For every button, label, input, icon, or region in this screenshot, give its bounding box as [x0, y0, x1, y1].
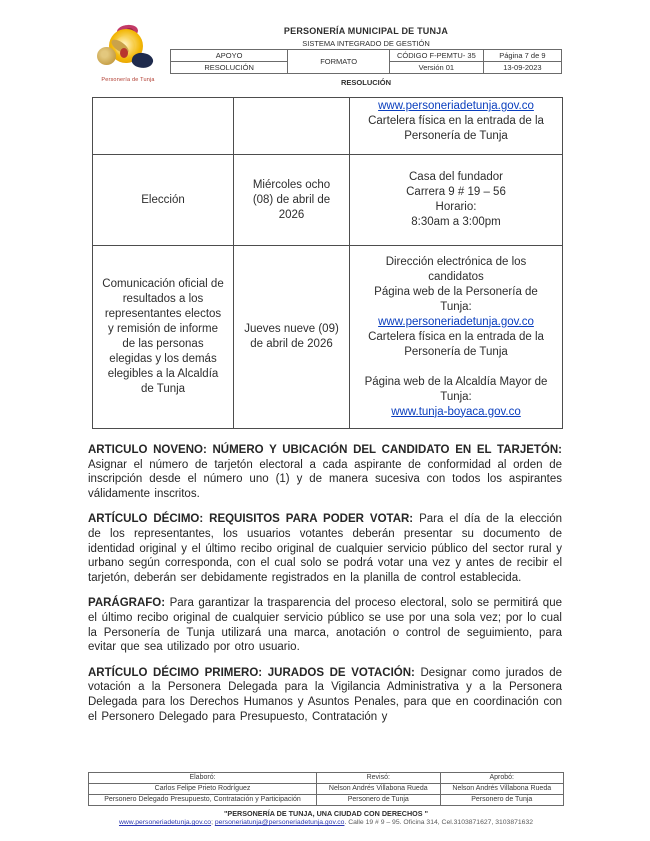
header-cell-fecha: 13-09-2023 [483, 62, 561, 74]
website-link[interactable]: www.personeriadetunja.gov.co [378, 315, 534, 328]
aprobo-name: Nelson Andrés Villabona Rueda [440, 784, 564, 795]
document-type-label: RESOLUCIÓN [340, 78, 391, 87]
separator: ; [211, 819, 215, 826]
place-line: Dirección electrónica de los candidatos [385, 255, 527, 283]
address-rest: . Calle 19 # 9 – 95. Oficina 314, Cel.3103871627, 3103871632 [344, 819, 534, 826]
alcaldia-website-link[interactable]: www.tunja-boyaca.gov.co [391, 405, 521, 418]
header-cell-codigo: CÓDIGO F-PEMTU- 35 [389, 50, 483, 62]
activity-cell: Elección [93, 155, 234, 246]
reviso-title: Personero de Tunja [317, 795, 441, 806]
header-right [170, 26, 562, 87]
logo-shape-navy [130, 51, 154, 71]
header-table [170, 49, 562, 74]
system-subtitle: SISTEMA INTEGRADO DE GESTIÓN [302, 39, 430, 48]
article-body: Designar como jurados de votación a la Personera Delegada para la Vigilancia Administrativa y a la Personera Delegada para los Derechos Humanos y Asuntos Penales, para que en coordinación con el Personero Delegado para Presupuesto, Contratación y [88, 666, 562, 723]
schedule-table [92, 97, 563, 429]
personeria-tunja-logo-icon [94, 26, 160, 74]
place-cell [350, 155, 563, 246]
place-line: 8:30am a 3:00pm [411, 216, 501, 228]
table-row [89, 773, 564, 784]
place-line: Cartelera física en la entrada de la Personería de Tunja [368, 330, 544, 358]
footer-email-link[interactable]: personeriatunja@personeriadetunja.gov.co [214, 819, 345, 826]
article-decimo-primero [88, 666, 562, 724]
address-line [88, 819, 564, 826]
header-cell-version: Versión 01 [389, 62, 483, 74]
header-cell-formato: FORMATO [288, 50, 390, 74]
table-row [93, 246, 563, 429]
logo-block [92, 26, 170, 87]
page-header [0, 0, 650, 87]
place-line: Página web de la Alcaldía Mayor de Tunja: [364, 375, 548, 403]
activity-cell: Comunicación oficial de resultados a los representantes electos y remisión de informe de las personas elegidas y los demás elegibles a la Alcaldía de Tunja [93, 246, 234, 429]
reviso-name: Nelson Andrés Villabona Rueda [317, 784, 441, 795]
article-body: Asignar el número de tarjetón electoral a cada aspirante de conformidad al orden de inscripción desde el número uno (1) y de manera sucesiva con todos los aspirantes válidamente inscritos. [88, 458, 562, 500]
articles-section [88, 443, 562, 724]
date-cell [234, 98, 350, 155]
activity-cell [93, 98, 234, 155]
website-link[interactable]: www.personeriadetunja.gov.co [378, 100, 534, 112]
entity-title: PERSONERÍA MUNICIPAL DE TUNJA [283, 26, 449, 36]
article-noveno [88, 443, 562, 501]
aprobo-header: Aprobó: [440, 773, 564, 784]
footer-website-link[interactable]: www.personeriadetunja.gov.co [118, 819, 212, 826]
signatures-table [88, 772, 564, 806]
table-row [89, 784, 564, 795]
table-row [93, 155, 563, 246]
article-heading: ARTÍCULO DÉCIMO: REQUISITOS PARA PODER VOTAR: [88, 513, 414, 526]
article-heading: PARÁGRAFO: [88, 597, 166, 610]
article-decimo [88, 512, 562, 585]
table-row [89, 795, 564, 806]
elaboro-title: Personero Delegado Presupuesto, Contratación y Participación [89, 795, 317, 806]
elaboro-name: Carlos Felipe Prieto Rodríguez [89, 784, 317, 795]
article-heading: ARTÍCULO DÉCIMO PRIMERO: JURADOS DE VOTACIÓN: [88, 666, 415, 679]
date-cell: Jueves nueve (09) de abril de 2026 [234, 246, 350, 429]
article-body: Para garantizar la trasparencia del proceso electoral, solo se permitirá que el último recibo original de cualquier servicio público se use por una sola vez; por lo cual la Personería de Tunja utilizará una marca, anotación o control de seguimiento, para evitar que sea utilizado por otro usuario. [88, 597, 562, 654]
place-line: Casa del fundador [409, 171, 503, 183]
aprobo-title: Personero de Tunja [440, 795, 564, 806]
logo-shape-tan-circle [97, 47, 116, 65]
date-cell: Miércoles ocho (08) de abril de 2026 [234, 155, 350, 246]
place-line: Cartelera física en la entrada de la Personería de Tunja [368, 115, 544, 142]
place-cell [350, 98, 563, 155]
motto-line: "PERSONERÍA DE TUNJA, UNA CIUDAD CON DERECHOS " [224, 808, 428, 818]
place-line: Horario: [435, 201, 477, 213]
place-line: Carrera 9 # 19 – 56 [406, 186, 506, 198]
article-heading: ARTICULO NOVENO: NÚMERO Y UBICACIÓN DEL CANDIDATO EN EL TARJETÓN: [88, 444, 562, 456]
page-footer [88, 772, 564, 826]
logo-caption: Personería de Tunja [101, 77, 155, 83]
place-line: Página web de la Personería de Tunja: [374, 285, 538, 313]
paragrafo [88, 596, 562, 654]
article-body: Para el día de la elección de los representantes, los usuarios votantes deberán presentar su documento de identidad original y el último recibo original de cualquier servicio público del sector rural y urbano según corresponda, con el cual solo se podrá votar una vez y antes de recibir el tarjetón, deberán ser debidamente registrados en la planilla de control establecida. [88, 513, 563, 584]
table-row [93, 98, 563, 155]
header-cell-pagina: Página 7 de 9 [483, 50, 561, 62]
place-cell [350, 246, 563, 429]
header-cell-resolucion: RESOLUCIÓN [171, 62, 288, 74]
reviso-header: Revisó: [317, 773, 441, 784]
header-cell-apoyo: APOYO [171, 50, 288, 62]
logo-shape-red [120, 48, 128, 58]
elaboro-header: Elaboró: [89, 773, 317, 784]
